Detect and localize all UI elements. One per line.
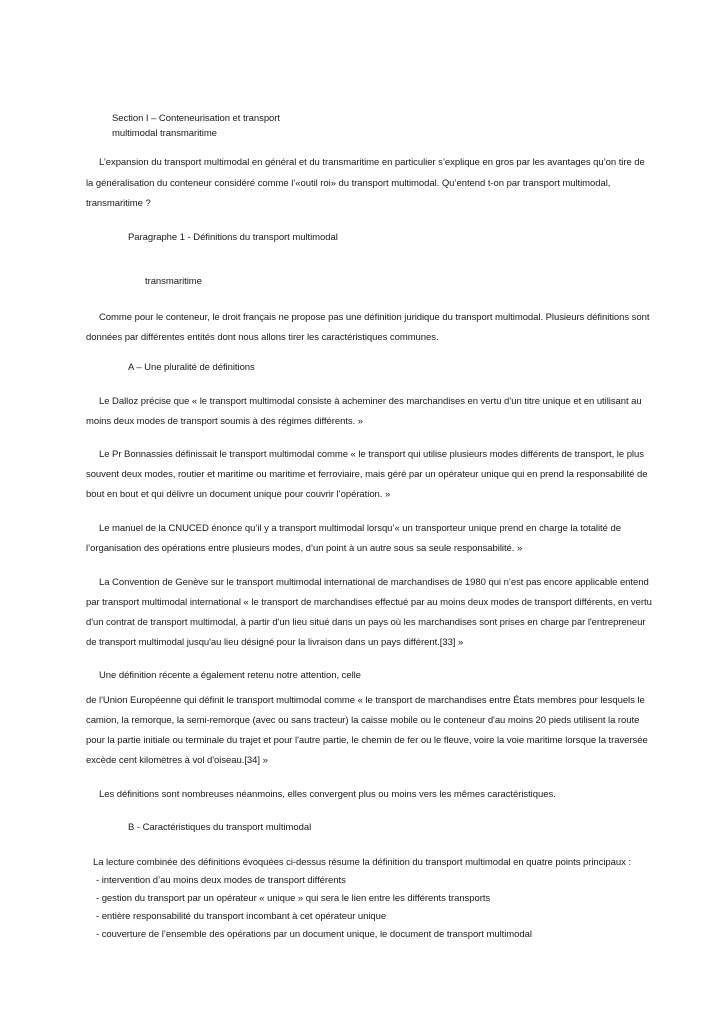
body-paragraph-line: par transport multimodal international « le transport de marchandises effectué par au moins deux modes de transport différents, en vertu [86, 597, 652, 608]
body-paragraph-line: La lecture combinée des définitions évoquées ci-dessus résume la définition du transport multimodal en quatre points principaux : [93, 857, 631, 868]
section-title-continued: multimodal transmaritime [112, 128, 217, 139]
list-item: - intervention d’au moins deux modes de transport différents [96, 875, 346, 886]
list-item: - gestion du transport par un opérateur « unique » qui sera le lien entre les différents transports [96, 893, 491, 904]
subsection-heading-b: B - Caractéristiques du transport multimodal [128, 822, 312, 833]
intro-line-2: la généralisation du conteneur considéré comme l’«outil roi» du transport multimodal. Qu’entend t-on par transport multimodal, [86, 178, 611, 189]
paragraph-heading: Paragraphe 1 - Définitions du transport multimodal [128, 232, 338, 243]
body-paragraph-line: Le Pr Bonnassies définissait le transport multimodal comme « le transport qui utilise plusieurs modes différents de transport, le plus [99, 449, 644, 460]
body-paragraph-line: La Convention de Genève sur le transport multimodal international de marchandises de 1980 qui n’est pas encore applicable entend [99, 577, 649, 588]
paragraph-heading-continued: transmaritime [145, 276, 202, 287]
body-paragraph-line: Les définitions sont nombreuses néanmoins, elles convergent plus ou moins vers les mêmes caractéristiques. [99, 789, 556, 800]
body-paragraph-line: données par différentes entités dont nous allons tirer les caractéristiques communes. [86, 332, 439, 343]
body-paragraph-line: Le manuel de la CNUCED énonce qu’il y a transport multimodal lorsqu’« un transporteur unique prend en charge la totalité de [99, 523, 621, 534]
body-paragraph-line: pour la partie initiale ou terminale du trajet et pour l'autre partie, le chemin de fer ou le fleuve, voire la voie maritime lorsque la traversée [86, 735, 648, 746]
body-paragraph-line: Le Dalloz précise que « le transport multimodal consiste à acheminer des marchandises en vertu d’un titre unique et en utilisant au [99, 396, 642, 407]
section-title: Section I – Conteneurisation et transport [112, 113, 280, 124]
body-paragraph-line: de l'Union Européenne qui définit le transport multimodal comme « le transport de marchandises entre États membres pour lesquels le [86, 695, 645, 706]
intro-line-3: transmaritime ? [86, 198, 151, 209]
body-paragraph-line: excède cent kilomètres à vol d'oiseau.[34] » [86, 755, 268, 766]
subsection-heading-a: A – Une pluralité de définitions [128, 362, 255, 373]
body-paragraph-line: Une définition récente a également retenu notre attention, celle [99, 670, 361, 681]
body-paragraph-line: bout en bout et qui délivre un document unique pour couvrir l’opération. » [86, 489, 391, 500]
list-item: - entière responsabilité du transport incombant à cet opérateur unique [96, 911, 387, 922]
body-paragraph-line: moins deux modes de transport soumis à des régimes différents. » [86, 416, 364, 427]
body-paragraph-line: souvent deux modes, routier et maritime ou maritime et ferroviaire, mais géré par un opérateur unique qui en prend la responsabilité de [86, 469, 648, 480]
body-paragraph-line: de transport multimodal jusqu'au lieu désigné pour la livraison dans un pays différent.[33] » [86, 637, 464, 648]
body-paragraph-line: d'un contrat de transport multimodal, à partir d'un lieu situé dans un pays où les marchandises sont prises en charge par l'entrepreneur [86, 617, 646, 628]
body-paragraph-line: l’organisation des opérations entre plusieurs modes, d’un point à un autre sous sa seule responsabilité. » [86, 543, 523, 554]
body-paragraph-line: camion, la remorque, la semi-remorque (avec ou sans tracteur) la caisse mobile ou le conteneur d'au moins 20 pieds utilisent la route [86, 715, 640, 726]
body-paragraph-line: Comme pour le conteneur, le droit français ne propose pas une définition juridique du transport multimodal. Plusieurs définitions sont [99, 312, 650, 323]
list-item: - couverture de l’ensemble des opérations par un document unique, le document de transport multimodal [96, 929, 532, 940]
intro-line-1: L’expansion du transport multimodal en général et du transmaritime en particulier s’explique en gros par les avantages qu’on tire de [99, 157, 645, 168]
